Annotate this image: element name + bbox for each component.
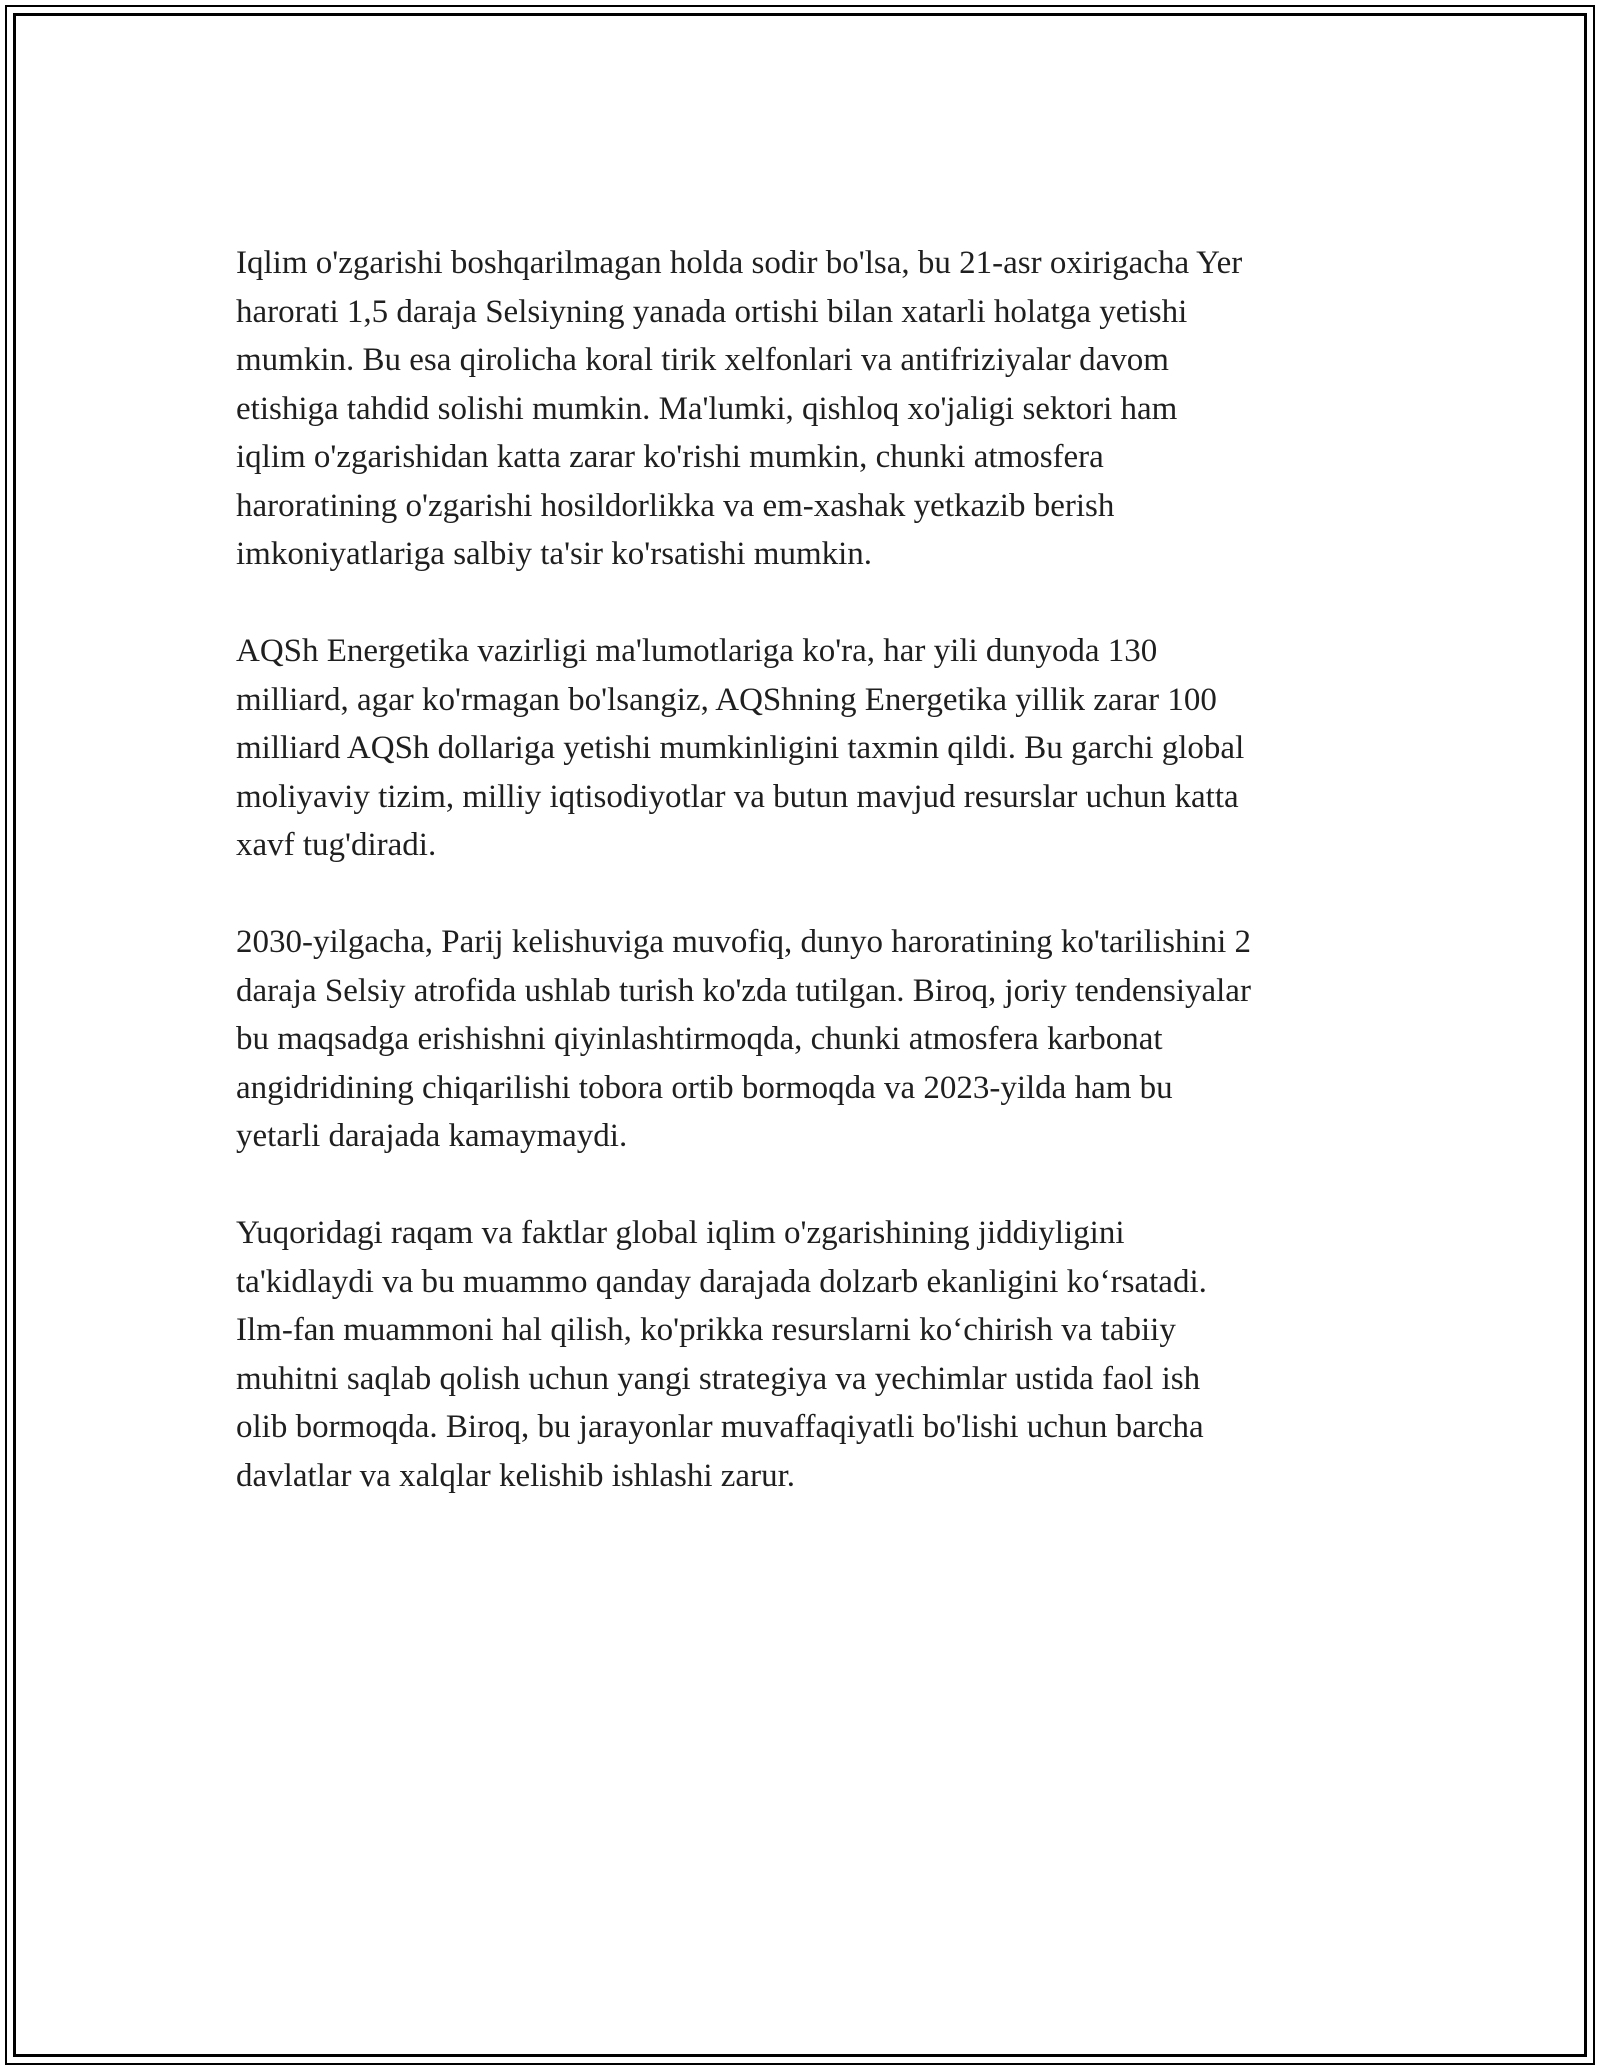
- page-outer-border: [5, 5, 1595, 2065]
- paragraph-economic-damage: AQSh Energetika vazirligi ma'lumotlariga ko'ra, har yili dunyoda 130 milliard, agar ko'rmagan bo'lsangiz, AQShning Energetika yillik zarar 100 milliard AQSh dollariga yetishi mumkinligini taxmin qildi. Bu garchi global moliyaviy tizim, milliy iqtisodiyotlar va butun mavjud resurslar uchun katta xavf tug'diradi.: [236, 633, 1245, 863]
- paragraph-climate-risk: Iqlim o'zgarishi boshqarilmagan holda sodir bo'lsa, bu 21-asr oxirigacha Yer harorati 1,5 daraja Selsiyning yanada ortishi bilan xatarli holatga yetishi mumkin. Bu esa qirolicha koral tirik xelfonlari va antifriziyalar davom etishiga tahdid solishi mumkin. Ma'lumki, qishloq xo'jaligi sektori ham iqlim o'zgarishidan katta zarar ko'rishi mumkin, chunki atmosfera haroratining o'zgarishi hosildorlikka va em-xashak yetkazib berish imkoniyatlariga salbiy ta'sir ko'rsatishi mumkin.: [236, 245, 1243, 572]
- document-body: [236, 239, 1386, 1549]
- paragraph-paris-agreement: 2030-yilgacha, Parij kelishuviga muvofiq, dunyo haroratining ko'tarilishini 2 daraja Selsiy atrofida ushlab turish ko'zda tutilgan. Biroq, joriy tendensiyalar bu maqsadga erishishni qiyinlashtirmoqda, chunki atmosfera karbonat angidridining chiqarilishi tobora ortib bormoqda va 2023-yilda ham bu yetarli darajada kamaymaydi.: [236, 924, 1252, 1154]
- page-inner-border: [13, 13, 1587, 2057]
- paragraph-conclusion: Yuqoridagi raqam va faktlar global iqlim o'zgarishining jiddiyligini ta'kidlaydi va bu muammo qanday darajada dolzarb ekanligini ko‘rsatadi. Ilm-fan muammoni hal qilish, ko'prikka resurslarni ko‘chirish va tabiiy muhitni saqlab qolish uchun yangi strategiya va yechimlar ustida faol ish olib bormoqda. Biroq, bu jarayonlar muvaffaqiyatli bo'lishi uchun barcha davlatlar va xalqlar kelishib ishlashi zarur.: [236, 1215, 1207, 1494]
